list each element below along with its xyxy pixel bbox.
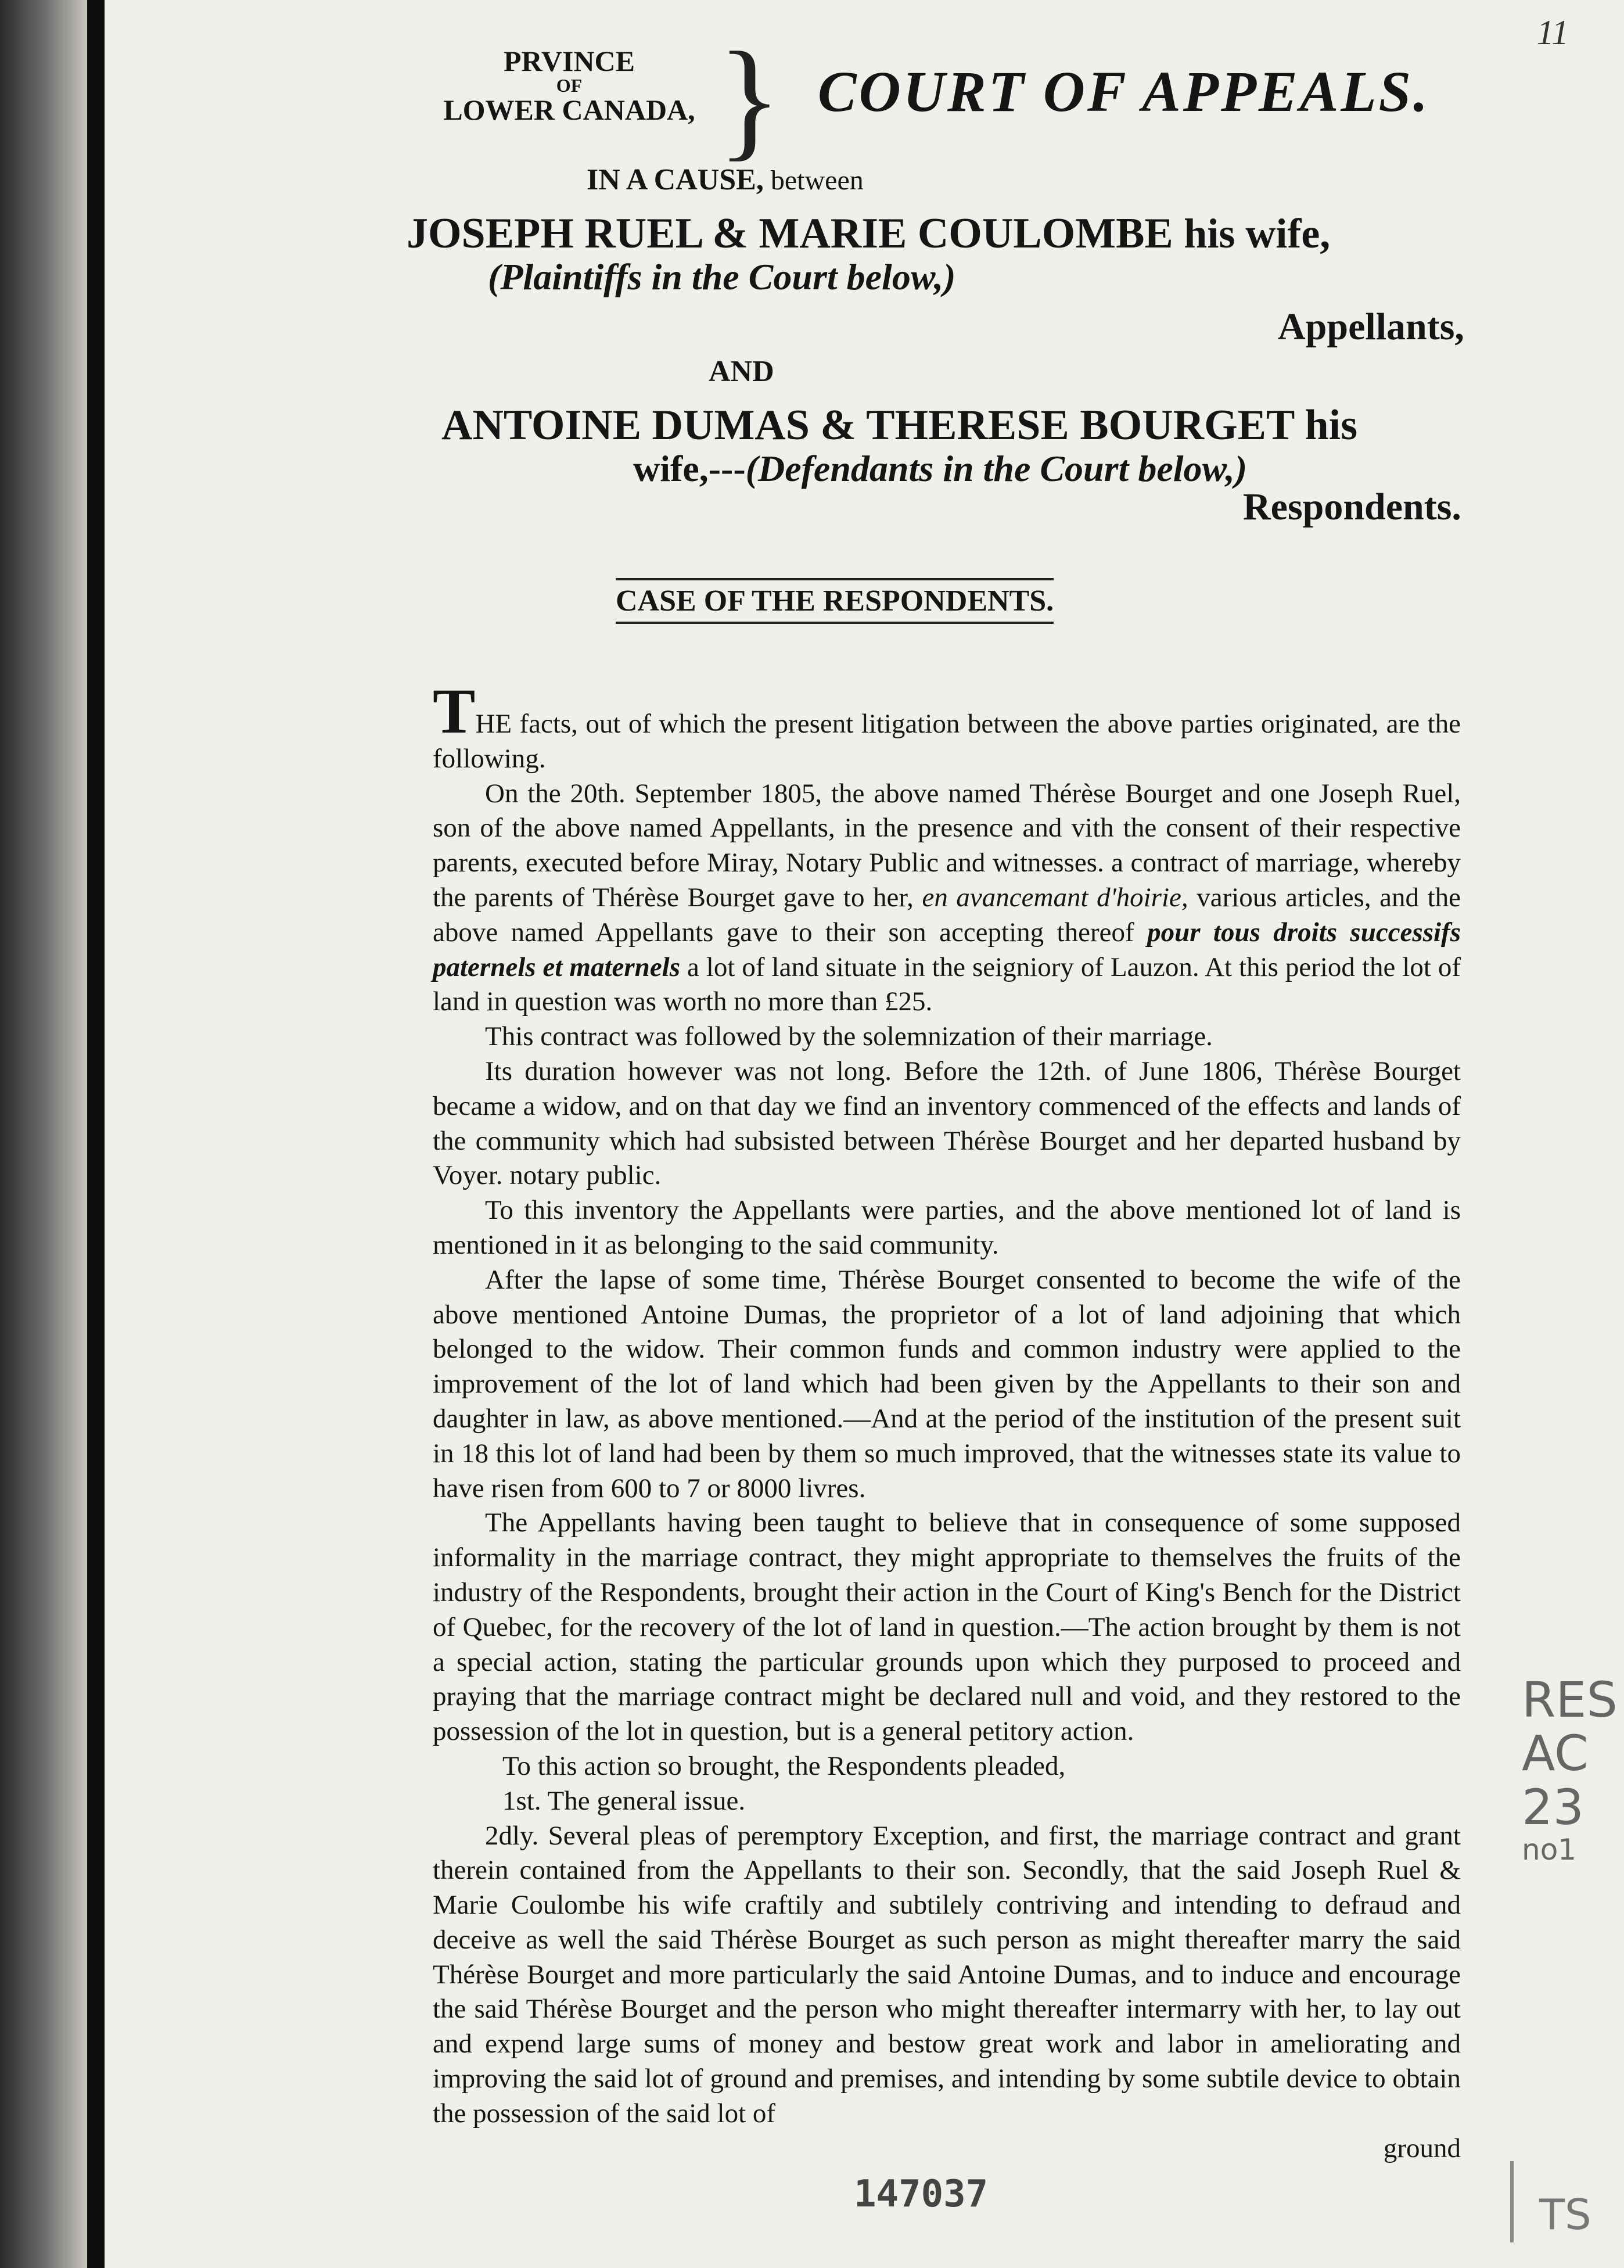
case-title: CASE OF THE RESPONDENTS. xyxy=(616,578,1054,624)
respondent-wife-line xyxy=(633,447,1247,490)
paragraph-8: To this action so brought, the Respondents pleaded, xyxy=(502,1750,1066,1781)
respondent-names: ANTOINE DUMAS & THERESE BOURGET xyxy=(441,401,1295,449)
paragraph-4: Its duration however was not long. Before the 12th. of June 1806, Thérèse Bourget became a widow, and on that day we find an inventory commenced of the effects and lands of the community which had subsisted between Thérèse Bourget and her departed husband by Voyer. notary public. xyxy=(433,1056,1461,1191)
footer-number: 147037 xyxy=(854,2173,989,2216)
page-number: 11 xyxy=(1536,13,1569,52)
cause-between: between xyxy=(770,165,864,196)
paragraph-1 xyxy=(433,676,1461,777)
brace-icon: } xyxy=(717,24,782,173)
and-label: AND xyxy=(709,355,774,388)
appellant-names-line xyxy=(407,209,1330,259)
paragraph-10: 2dly. Several pleas of peremptory Exception, and first, the marriage contract and grant therein contained from the Appellants to their son. Secondly, that the said Joseph Ruel & Marie Coulombe his wife craftily and subtilely contriving and intending to defraud and deceive as well the said Thérèse Bourget as such person as might thereafter marry the said Thérèse Bourget and more particularly the said Antoine Dumas, and to induce and encourage the said Thérèse Bourget and the person who might thereafter intermarry with her, to lay out and expend large sums of money and bestow great work and labor in ameliorating and improving the said lot of ground and premises, and intending by some subtile device to obtain the possession of the said lot of xyxy=(433,1820,1461,2129)
province-block xyxy=(430,46,709,125)
stamp-line2: AC xyxy=(1522,1725,1589,1782)
stamp-ts: TS xyxy=(1539,2190,1591,2239)
appellant-names: JOSEPH RUEL & MARIE COULOMBE xyxy=(407,210,1173,257)
court-title: COURT OF APPEALS. xyxy=(817,59,1431,124)
cause-label: IN A CAUSE, xyxy=(587,163,764,196)
margin-rule xyxy=(1510,2161,1514,2242)
stamp-line4: no1 xyxy=(1522,1833,1577,1867)
document-page xyxy=(105,0,1624,2268)
paragraph-2-text: On the 20th. September 1805, the above named Thérèse Bourget and one Joseph Ruel, son of the above named Appellants, in the presence and vith the consent of their respective parents, executed before Miray, Notary Public and witnesses. a contract of marriage, whereby the parents of Thérèse Bourget gave to her, xyxy=(433,778,1461,913)
province-line2: OF xyxy=(556,75,583,96)
paragraph-3: This contract was followed by the solemnization of their marriage. xyxy=(485,1021,1213,1052)
drop-cap: T xyxy=(433,676,476,747)
page-edge-shadow xyxy=(0,0,87,2268)
province-line1: PRVINCE xyxy=(503,45,635,77)
province-line3: LOWER CANADA, xyxy=(443,93,695,126)
cause-line xyxy=(587,163,864,197)
paragraph-6: After the lapse of some time, Thérèse Bourget consented to become the wife of the above mentioned Antoine Dumas, the proprietor of a lot of land adjoining that which belonged to the widow. Their common funds and common industry were applied to the improvement of the lot of land which had been given by the Appellants to their son and daughter in law, as above mentioned.—And at the period of the institution of the present suit in 18 this lot of land had been by them so much improved, that the witnesses state its value to have risen from 600 to 7 or 8000 livres. xyxy=(433,1264,1461,1503)
respondent-wife: wife,--- xyxy=(633,448,746,489)
stamp-line1: RES xyxy=(1522,1671,1618,1728)
paragraph-2-text-c: a lot of land situate in the seigniory of Lauzon. At this period the lot of land in question was worth no more than £25. xyxy=(433,952,1461,1017)
paragraph-5: To this inventory the Appellants were parties, and the above mentioned lot of land is mentioned in it as belonging to the said community. xyxy=(433,1195,1461,1260)
appellants-title: Appellants, xyxy=(1278,306,1464,348)
appellant-role: (Plaintiffs in the Court below,) xyxy=(488,256,956,297)
paragraph-7: The Appellants having been taught to believe that in consequence of some supposed informality in the marriage contract, they might appropriate to themselves the fruits of the industry of the Respondents, brought their action in the Court of King's Bench for the District of Quebec, for the recovery of the lot of land in question.—The action brought by them is not a special action, stating the particular grounds upon which they purposed to proceed and praying that the marriage contract might be declared null and void, and they restored to the possession of the lot in question, but is a general petitory action. xyxy=(433,1508,1461,1747)
respondent-names-line xyxy=(441,401,1357,450)
respondent-suffix: his xyxy=(1305,401,1358,449)
paragraph-2-text-b: various articles, and the above named Appellants gave to their son accepting thereof xyxy=(433,882,1461,948)
respondent-role: (Defendants in the Court below,) xyxy=(745,448,1248,489)
stamp-line3: 23 xyxy=(1522,1778,1584,1836)
paragraph-1-text: HE facts, out of which the present litigation between the above parties originated, are the following. xyxy=(433,709,1461,774)
paragraph-2-italic-2: pour tous droits successifs paternels et maternels xyxy=(433,917,1461,982)
margin-stamp xyxy=(1522,1671,1618,1867)
appellant-suffix: his wife, xyxy=(1184,210,1331,257)
catchword: ground xyxy=(1383,2133,1461,2163)
paragraph-2 xyxy=(433,777,1461,1020)
respondents-title: Respondents. xyxy=(1243,486,1461,528)
document-body xyxy=(433,676,1461,2166)
paragraph-9: 1st. The general issue. xyxy=(502,1785,746,1816)
paragraph-2-italic-1: en avancemant d'hoirie, xyxy=(922,882,1188,913)
